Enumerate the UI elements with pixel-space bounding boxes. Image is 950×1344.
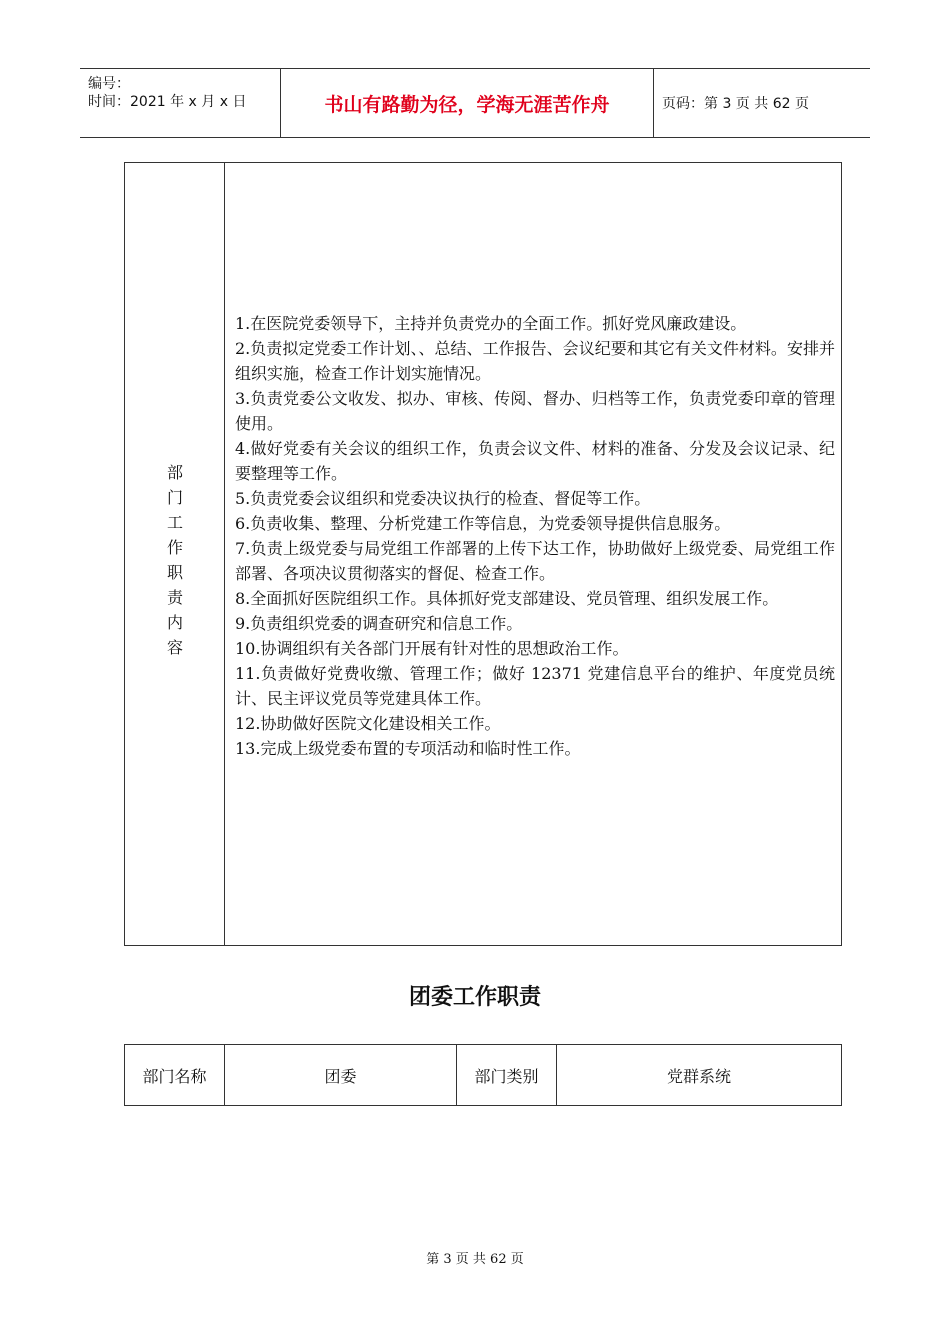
label-char: 责 <box>166 588 183 607</box>
duty-label-column <box>125 163 225 945</box>
duty-item: 1.在医院党委领导下，主持并负责党办的全面工作。抓好党风廉政建设。 <box>235 314 747 333</box>
time-label: 时间：2021 年 x 月 x 日 <box>88 94 247 110</box>
duty-table <box>124 162 842 946</box>
duty-item: 8.全面抓好医院组织工作。具体抓好党支部建设、党员管理、组织发展工作。 <box>235 589 779 608</box>
duty-list <box>235 311 835 761</box>
header-motto: 书山有路勤为径，学海无涯苦作舟 <box>281 69 654 137</box>
duty-item: 9.负责组织党委的调查研究和信息工作。 <box>235 614 523 633</box>
label-char: 部 <box>166 463 183 482</box>
duty-item: 6.负责收集、整理、分析党建工作等信息，为党委领导提供信息服务。 <box>235 514 731 533</box>
duty-item: 13.完成上级党委布置的专项活动和临时性工作。 <box>235 739 581 758</box>
dept-type-value: 党群系统 <box>666 1066 731 1086</box>
duty-item: 2.负责拟定党委工作计划、、总结、工作报告、会议纪要和其它有关文件材料。安排并组织实施，检查工作计划实施情况。 <box>235 339 835 383</box>
dept-type-label: 部门类别 <box>457 1045 557 1105</box>
label-char: 门 <box>166 488 183 507</box>
page-footer: 第 3 页 共 62 页 <box>426 1252 524 1267</box>
duty-item: 12.协助做好医院文化建设相关工作。 <box>235 714 501 733</box>
duty-item: 3.负责党委公文收发、拟办、审核、传阅、督办、归档等工作，负责党委印章的管理使用。 <box>235 389 835 433</box>
number-label: 编号： <box>88 76 130 92</box>
header-meta <box>80 69 281 137</box>
dept-name-label: 部门名称 <box>125 1045 225 1105</box>
duty-item: 10.协调组织有关各部门开展有针对性的思想政治工作。 <box>235 639 629 658</box>
label-char: 职 <box>166 563 183 582</box>
dept-info-table <box>124 1044 842 1106</box>
duty-item: 5.负责党委会议组织和党委决议执行的检查、督促等工作。 <box>235 489 651 508</box>
label-char: 作 <box>166 538 183 557</box>
page-header <box>80 68 870 138</box>
header-page-info: 页码：第 3 页 共 62 页 <box>662 96 809 112</box>
duty-label <box>125 460 225 660</box>
label-char: 工 <box>166 513 183 532</box>
section-title: 团委工作职责 <box>408 985 541 1010</box>
duty-item: 7.负责上级党委与局党组工作部署的上传下达工作，协助做好上级党委、局党组工作部署、各项决议贯彻落实的督促、检查工作。 <box>235 539 835 583</box>
duty-item: 11.负责做好党费收缴、管理工作；做好 12371 党建信息平台的维护、年度党员统计、民主评议党员等党建具体工作。 <box>235 664 835 708</box>
label-char: 内 <box>166 613 183 632</box>
duty-item: 4.做好党委有关会议的组织工作，负责会议文件、材料的准备、分发及会议记录、纪要整理等工作。 <box>235 439 835 483</box>
label-char: 容 <box>166 638 183 657</box>
dept-name-value: 团委 <box>225 1045 457 1105</box>
